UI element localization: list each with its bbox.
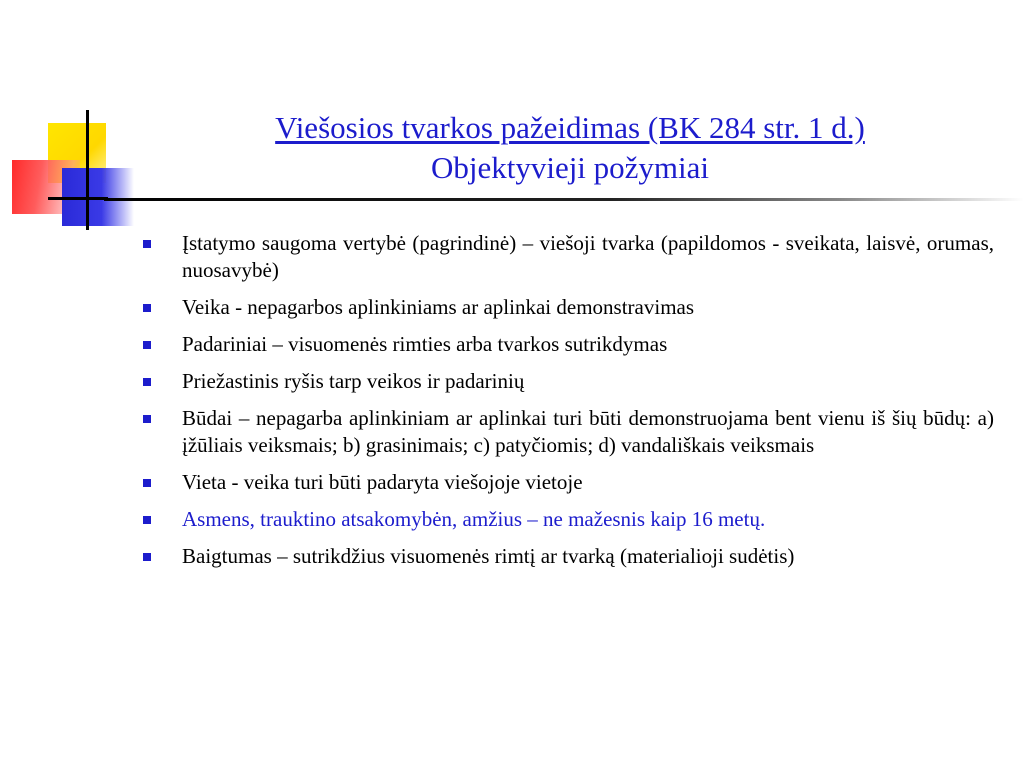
list-item-text: Įstatymo saugoma vertybė (pagrindinė) – viešoji tvarka (papildomos - sveikata, laisvė, orumas, nuosavybė) [182,231,994,282]
list-item [140,294,994,321]
slide-title [140,108,1000,188]
list-item-text: Priežastinis ryšis tarp veikos ir padarinių [182,369,525,393]
bullet-list [140,230,994,570]
square-bullet-icon [143,553,151,561]
square-bullet-icon [143,516,151,524]
logo-vertical-line [86,110,89,230]
square-bullet-icon [143,341,151,349]
list-item [140,405,994,459]
list-item [140,469,994,496]
square-bullet-icon [143,304,151,312]
list-item-text: Asmens, trauktino atsakomybėn, amžius – ne mažesnis kaip 16 metų. [182,507,766,531]
list-item [140,506,994,533]
list-item [140,368,994,395]
list-item [140,543,994,570]
square-bullet-icon [143,415,151,423]
list-item [140,230,994,284]
title-link[interactable]: Viešosios tvarkos pažeidimas (BK 284 str. 1 d.) [275,110,865,145]
subtitle: Objektyvieji požymiai [430,150,710,185]
square-bullet-icon [143,240,151,248]
square-bullet-icon [143,479,151,487]
list-item-text: Baigtumas – sutrikdžius visuomenės rimtį ar tvarką (materialioji sudėtis) [182,544,795,568]
title-divider [104,198,1024,201]
square-bullet-icon [143,378,151,386]
bullet-list-area [140,230,994,580]
logo-horizontal-line [48,197,108,200]
list-item-text: Veika - nepagarbos aplinkiniams ar aplinkai demonstravimas [182,295,695,319]
decorative-squares-logo [0,0,160,240]
list-item-text: Būdai – nepagarba aplinkiniam ar aplinkai turi būti demonstruojama bent vienu iš šių būdų: a) įžūliais veiksmais; b) grasinimais; c) patyčiomis; d) vandališkais veiksmais [182,406,994,457]
list-item-text: Vieta - veika turi būti padaryta viešojoje vietoje [182,470,583,494]
list-item-text: Padariniai – visuomenės rimties arba tvarkos sutrikdymas [182,332,668,356]
list-item [140,331,994,358]
